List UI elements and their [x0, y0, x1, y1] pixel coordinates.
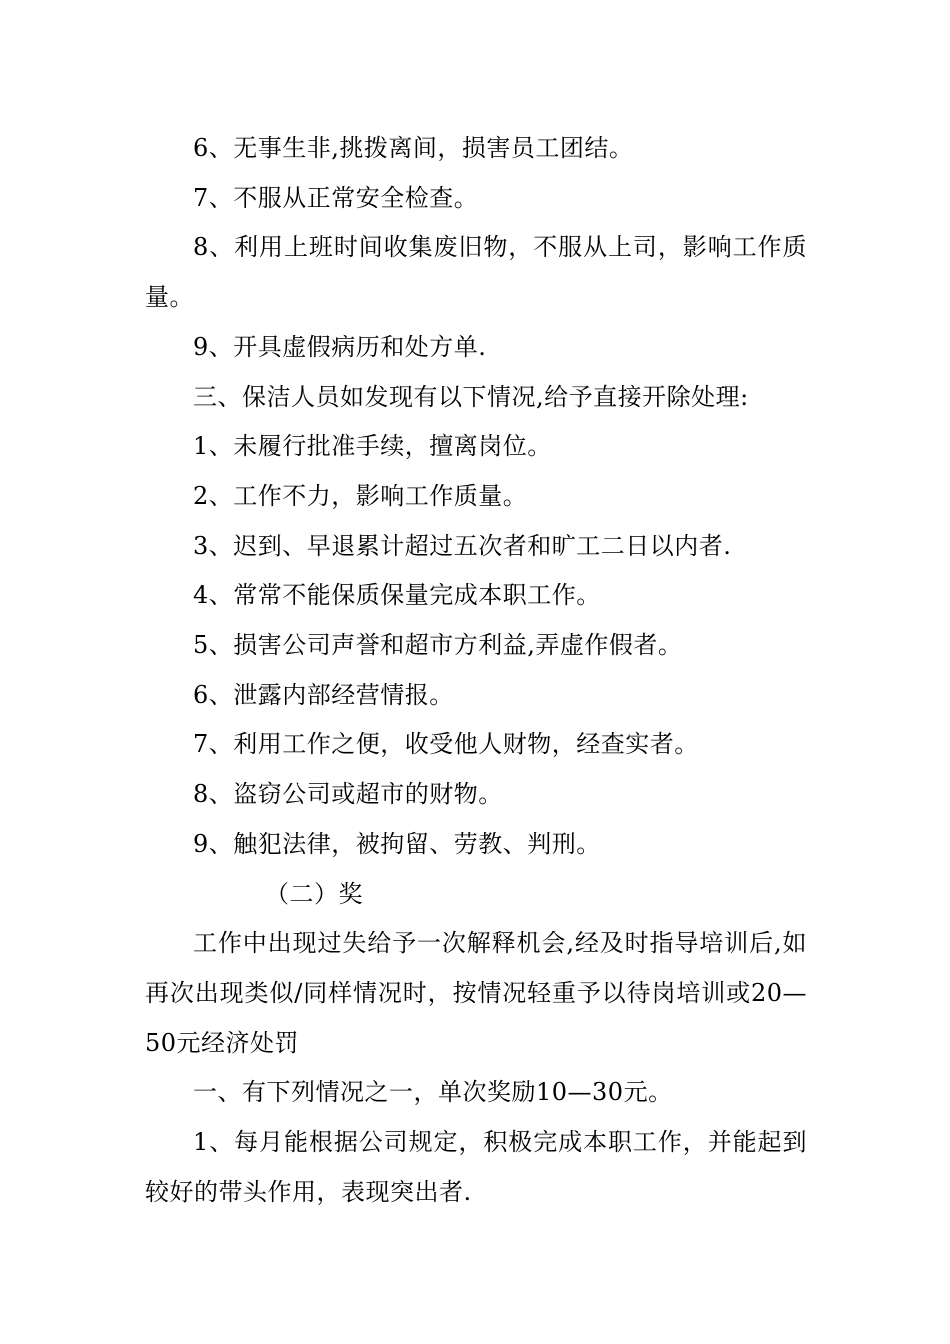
paragraph: 1、每月能根据公司规定，积极完成本职工作，并能起到较好的带头作用，表现突出者. [145, 1128, 807, 1206]
paragraph: 8、盗窃公司或超市的财物。 [193, 780, 503, 809]
paragraph: 3、迟到、早退累计超过五次者和旷工二日以内者. [193, 531, 732, 560]
paragraph: 2、工作不力，影响工作质量。 [193, 481, 528, 510]
subsection-heading: （二）奖 [265, 879, 363, 908]
paragraph: 4、常常不能保质保量完成本职工作。 [193, 581, 601, 610]
paragraph: 9、开具虚假病历和处方单. [193, 332, 487, 361]
paragraph: 工作中出现过失给予一次解释机会,经及时指导培训后,如再次出现类似/同样情况时，按情况轻重予以待岗培训或20—50元经济处罚 [145, 929, 807, 1057]
section-heading: 一、有下列情况之一，单次奖励10—30元。 [193, 1078, 673, 1107]
paragraph: 1、未履行批准手续，擅离岗位。 [193, 432, 552, 461]
paragraph: 8、利用上班时间收集废旧物，不服从上司，影响工作质量。 [145, 233, 807, 312]
paragraph: 9、触犯法律，被拘留、劳教、判刑。 [193, 829, 601, 858]
paragraph: 5、损害公司声誉和超市方利益,弄虚作假者。 [193, 631, 683, 660]
section-heading: 三、保洁人员如发现有以下情况,给予直接开除处理: [193, 382, 749, 411]
paragraph: 7、不服从正常安全检查。 [193, 183, 479, 212]
paragraph: 6、泄露内部经营情报。 [193, 680, 454, 709]
paragraph: 6、无事生非,挑拨离间，损害员工团结。 [193, 134, 634, 162]
paragraph: 7、利用工作之便，收受他人财物，经查实者。 [193, 730, 699, 759]
document-body [145, 124, 807, 1217]
